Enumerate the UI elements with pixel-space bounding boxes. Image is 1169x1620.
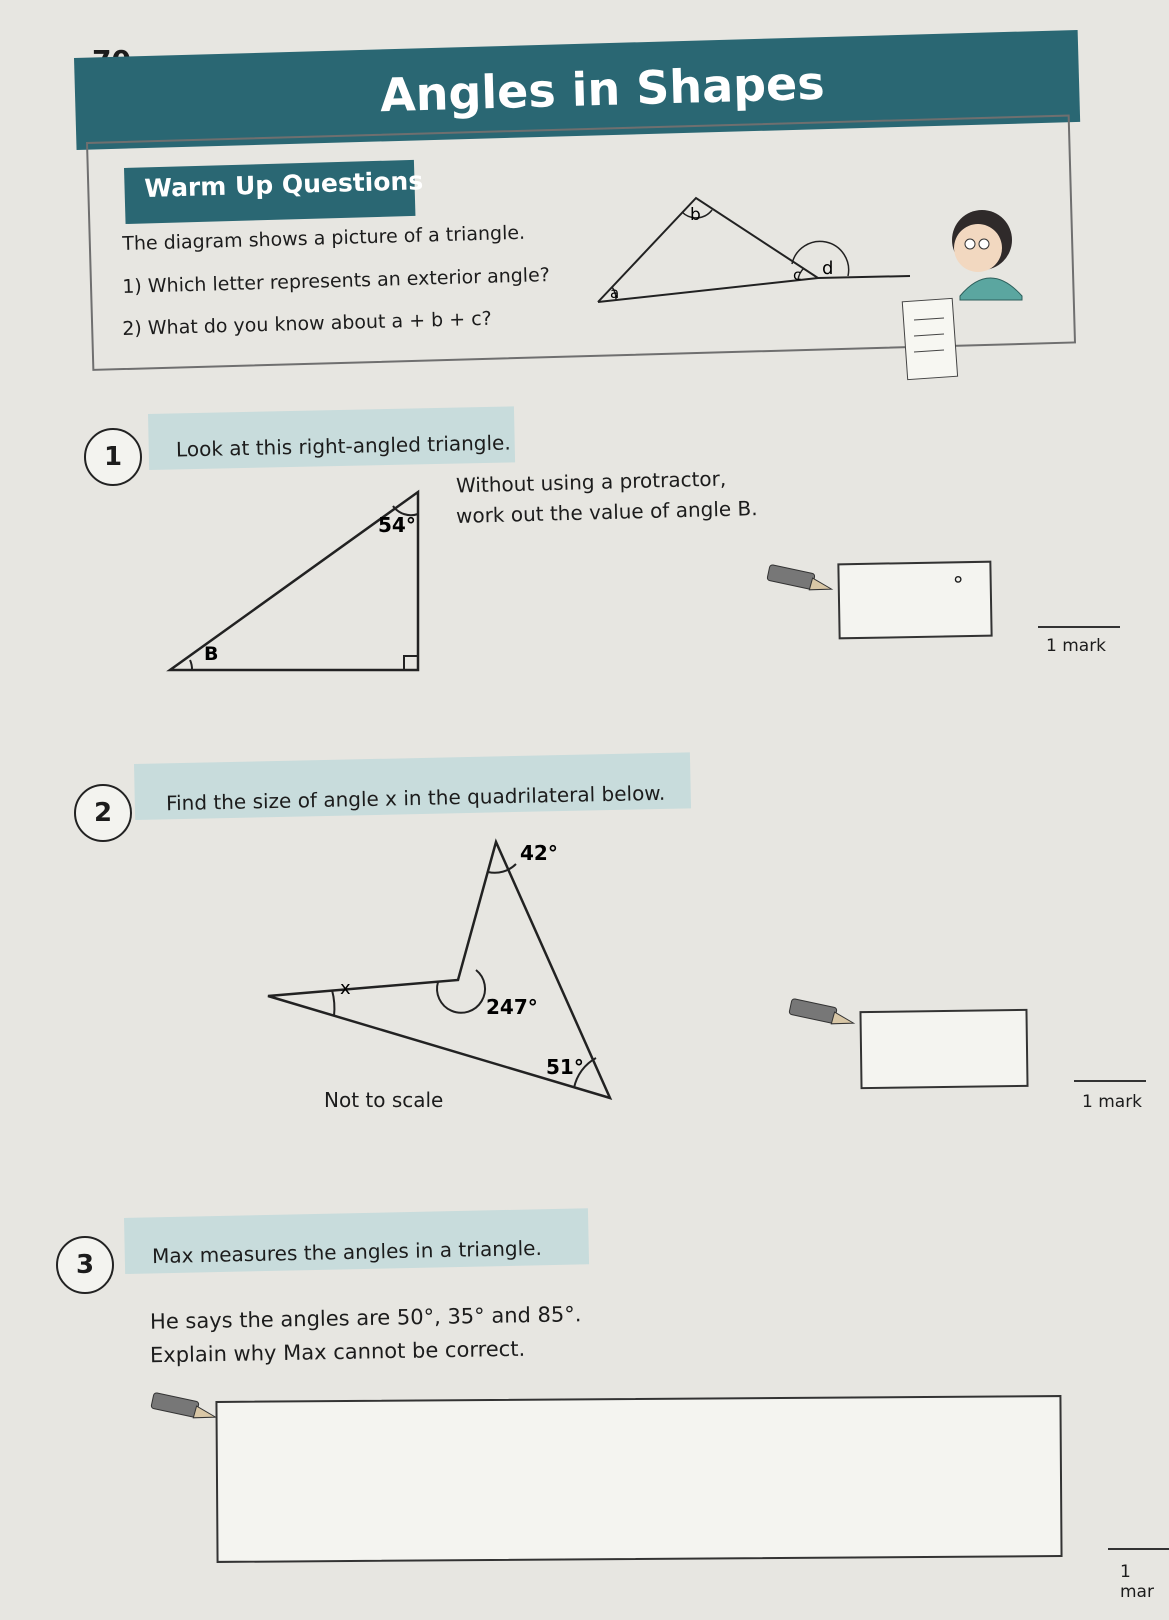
q3-text: Max measures the angles in a triangle. — [151, 1235, 543, 1269]
q2-quadrilateral — [262, 836, 622, 1106]
q2-not-to-scale-note: Not to scale — [324, 1088, 444, 1112]
q2-text: Find the size of angle x in the quadrilateral below. — [165, 780, 666, 816]
q3-line1: He says the angles are 50°, 35° and 85°. — [149, 1302, 582, 1334]
q1-instruction-line2: work out the value of angle B. — [455, 496, 758, 528]
q2-angle-247: 247° — [486, 995, 538, 1019]
q3-answer-box[interactable] — [215, 1395, 1062, 1563]
q2-answer-box[interactable] — [859, 1009, 1028, 1089]
q3-pencil-icon — [150, 1392, 220, 1422]
q1-number: 1 — [84, 428, 142, 486]
q2-marks: 1 mark — [1082, 1092, 1143, 1112]
q3-marks: 1 mar — [1120, 1562, 1154, 1602]
label-b: b — [690, 205, 701, 225]
warm-up-question-1: 1) Which letter represents an exterior angle? — [122, 264, 551, 298]
q1-answer-box[interactable] — [837, 561, 992, 640]
q2-angle-42: 42° — [520, 841, 558, 865]
q1-text: Look at this right-angled triangle. — [175, 430, 511, 462]
q1-instruction-line1: Without using a protractor, — [455, 466, 727, 498]
q2-angle-51: 51° — [546, 1055, 584, 1079]
label-a: a — [610, 284, 620, 302]
q1-mark-line — [1038, 626, 1120, 628]
q2-number: 2 — [74, 784, 132, 842]
q1-right-triangle — [166, 484, 426, 684]
q2-angle-x-label: x — [340, 978, 351, 999]
q1-pencil-icon — [766, 564, 836, 594]
q1-marks: 1 mark — [1046, 636, 1107, 656]
warm-up-heading: Warm Up Questions — [144, 166, 424, 203]
q2-pencil-icon — [788, 998, 858, 1028]
page-title: Angles in Shapes — [379, 55, 826, 123]
q1-angle-54: 54° — [378, 513, 416, 537]
q1-angle-b-label: B — [204, 643, 219, 665]
label-c: c — [793, 266, 802, 284]
q2-mark-line — [1074, 1080, 1146, 1082]
q3-mark-line — [1108, 1548, 1169, 1550]
student-illustration — [930, 200, 1060, 390]
warm-up-question-2: 2) What do you know about a + b + c? — [122, 307, 493, 340]
q3-number: 3 — [56, 1236, 114, 1294]
q1-degree-symbol: ° — [952, 573, 964, 599]
warm-up-intro: The diagram shows a picture of a triangle. — [122, 221, 526, 255]
warm-up-triangle-diagram — [592, 190, 912, 320]
q3-line2: Explain why Max cannot be correct. — [149, 1336, 526, 1368]
label-d: d — [822, 258, 834, 279]
